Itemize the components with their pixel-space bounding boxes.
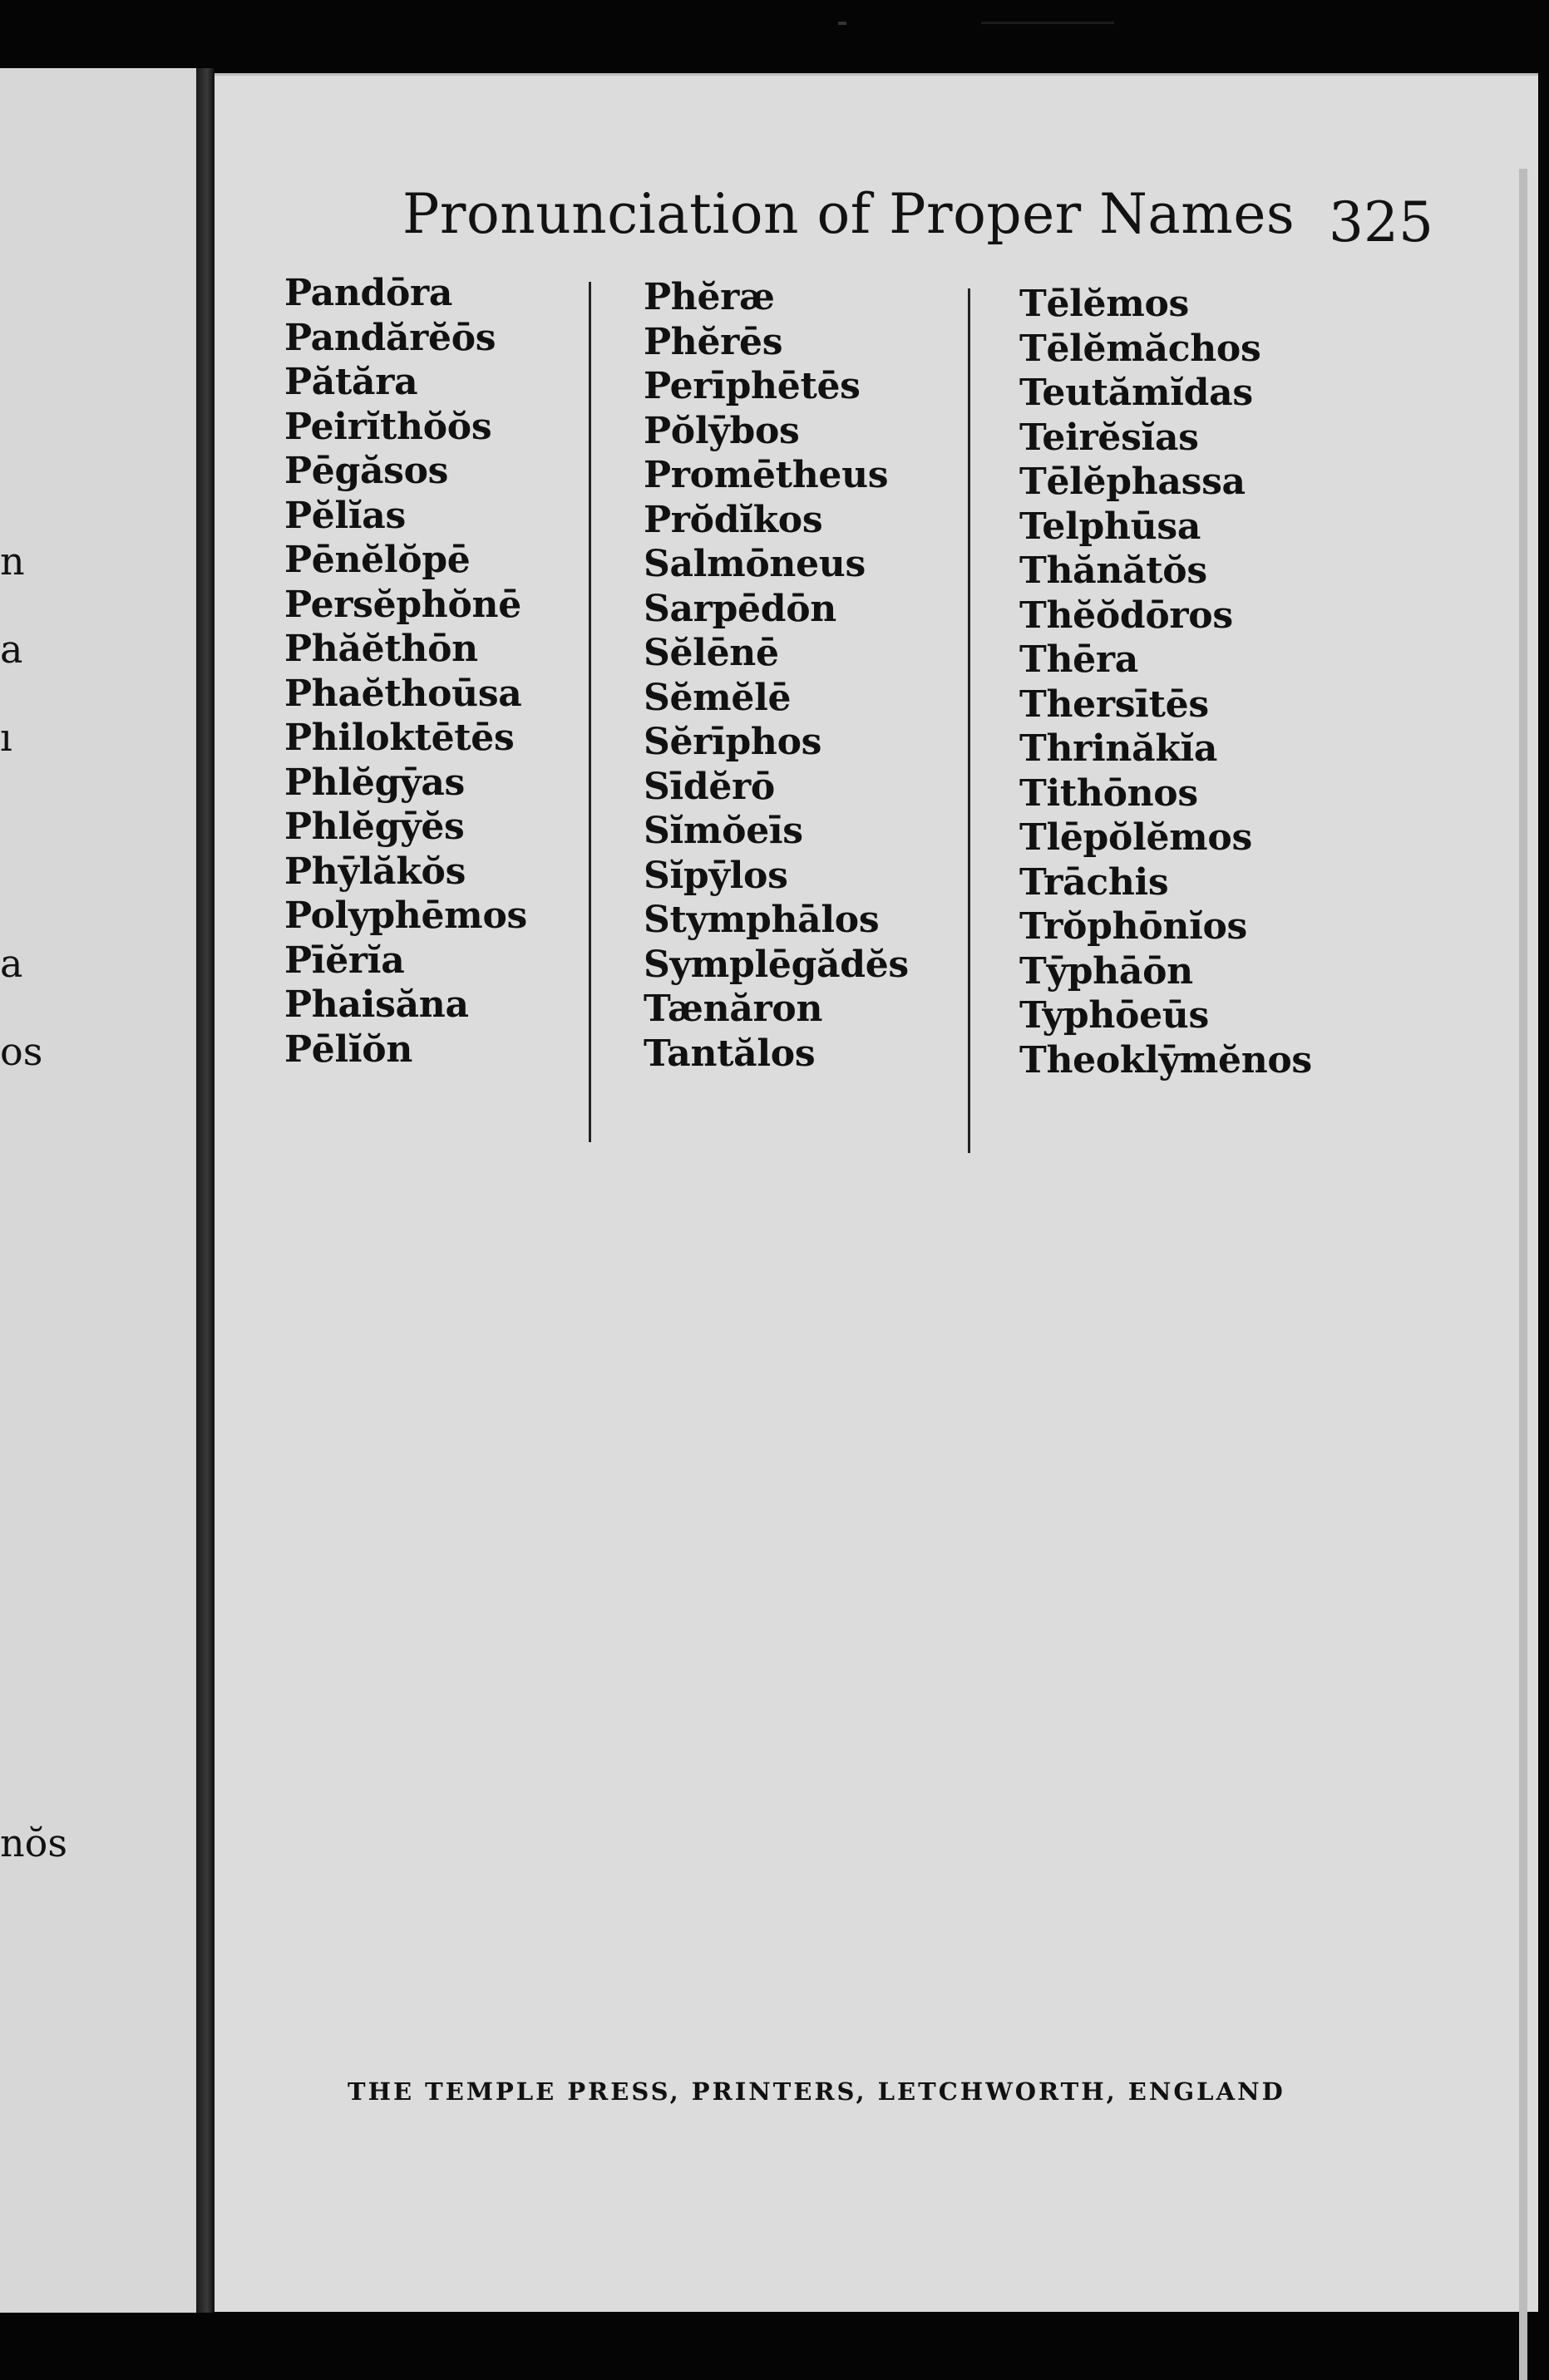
proper-name-entry: Tlēpŏlĕmos bbox=[1019, 816, 1252, 859]
proper-name-entry: Phĕræ bbox=[644, 276, 775, 318]
proper-name-entry: Perīphētēs bbox=[644, 365, 861, 407]
book-page bbox=[215, 73, 1538, 2312]
proper-name-entry: Phȳlăkŏs bbox=[284, 850, 466, 893]
page-title: Pronunciation of Proper Names bbox=[402, 182, 1295, 246]
proper-name-entry: Trāchis bbox=[1019, 860, 1169, 904]
proper-name-entry: Phlĕgȳĕs bbox=[284, 806, 465, 848]
facing-page-fragment: os bbox=[0, 1029, 43, 1074]
proper-name-entry: Phaisăna bbox=[284, 983, 469, 1026]
proper-name-entry: Teutămĭdas bbox=[1019, 372, 1253, 414]
proper-name-entry: Persĕphŏnē bbox=[284, 583, 521, 626]
proper-name-entry: Teirĕsĭas bbox=[1019, 416, 1199, 459]
proper-name-entry: Prŏdĭkos bbox=[644, 498, 823, 541]
proper-name-entry: Sĕlēnē bbox=[644, 632, 779, 674]
name-column-3 bbox=[1019, 282, 1312, 1082]
proper-name-entry: Promētheus bbox=[644, 454, 889, 496]
proper-name-entry: Tænăron bbox=[644, 988, 823, 1030]
proper-name-entry: Philoktētēs bbox=[284, 717, 515, 759]
proper-name-entry: Tithōnos bbox=[1019, 771, 1198, 815]
name-column-1 bbox=[284, 271, 527, 1072]
facing-page-fragment: ı bbox=[0, 715, 12, 760]
proper-name-entry: Pēlĭŏn bbox=[284, 1027, 413, 1071]
proper-name-entry: Pēgăsos bbox=[284, 450, 449, 492]
column-divider bbox=[968, 288, 970, 1153]
proper-name-entry: Pandōra bbox=[284, 272, 453, 314]
scan-speck bbox=[838, 22, 846, 25]
proper-name-entry: Sarpēdōn bbox=[644, 587, 836, 630]
facing-page-fragment: n bbox=[0, 539, 25, 584]
proper-name-entry: Sĭpȳlos bbox=[644, 854, 788, 897]
facing-page-fragment: a bbox=[0, 627, 23, 672]
proper-name-entry: Thănătŏs bbox=[1019, 549, 1207, 592]
proper-name-entry: Symplēgădĕs bbox=[644, 943, 909, 986]
facing-page-fragment: a bbox=[0, 941, 23, 986]
proper-name-entry: Pīĕrĭa bbox=[284, 939, 405, 982]
column-divider bbox=[589, 282, 591, 1142]
proper-name-entry: Tȳphāōn bbox=[1019, 949, 1193, 993]
proper-name-entry: Sĕrīphos bbox=[644, 721, 822, 763]
proper-name-entry: Tēlĕmăchos bbox=[1019, 327, 1261, 370]
proper-name-entry: Trŏphōnĭos bbox=[1019, 905, 1247, 948]
proper-name-entry: Tēlĕmos bbox=[1019, 283, 1190, 325]
proper-name-entry: Pătăra bbox=[284, 361, 418, 403]
proper-name-entry: Theoklȳmĕnos bbox=[1019, 1038, 1312, 1082]
page-number: 325 bbox=[1329, 190, 1433, 254]
printer-imprint: THE TEMPLE PRESS, PRINTERS, LETCHWORTH, ENGLAND bbox=[348, 2077, 1285, 2106]
proper-name-entry: Telphūsa bbox=[1019, 505, 1201, 548]
proper-name-entry: Thĕŏdōros bbox=[1019, 594, 1233, 637]
proper-name-entry: Stymphālos bbox=[644, 899, 880, 941]
proper-name-entry: Sĭmŏeīs bbox=[644, 810, 803, 852]
page-edge bbox=[1519, 169, 1527, 2380]
proper-name-entry: Phăĕthōn bbox=[284, 628, 478, 670]
proper-name-entry: Typhōeūs bbox=[1019, 994, 1209, 1037]
proper-name-entry: Tēlĕphassa bbox=[1019, 461, 1246, 503]
proper-name-entry: Salmōneus bbox=[644, 543, 866, 585]
proper-name-entry: Thersītēs bbox=[1019, 682, 1209, 726]
proper-name-entry: Phlĕgȳas bbox=[284, 761, 465, 804]
proper-name-entry: Phĕrēs bbox=[644, 320, 783, 363]
name-column-2 bbox=[644, 275, 909, 1076]
proper-name-entry: Thrinăkĭa bbox=[1019, 727, 1218, 770]
book-gutter bbox=[196, 68, 215, 2313]
proper-name-entry: Pŏlȳbos bbox=[644, 409, 800, 452]
proper-name-entry: Sĕmĕlē bbox=[644, 676, 792, 719]
facing-page bbox=[0, 68, 196, 2313]
facing-page-fragment: nŏs bbox=[0, 1821, 67, 1865]
proper-name-entry: Pĕlĭas bbox=[284, 494, 406, 537]
proper-name-entry: Pēnĕlŏpē bbox=[284, 539, 471, 581]
proper-name-entry: Phaĕthoūsa bbox=[284, 672, 522, 715]
proper-name-entry: Tantălos bbox=[644, 1032, 816, 1075]
proper-name-entry: Sīdĕrō bbox=[644, 765, 775, 808]
name-columns bbox=[215, 76, 1538, 2312]
proper-name-entry: Thēra bbox=[1019, 638, 1138, 681]
proper-name-entry: Pandărĕōs bbox=[284, 316, 496, 359]
proper-name-entry: Peirĭthŏŏs bbox=[284, 405, 492, 448]
scan-speck bbox=[981, 22, 1114, 24]
proper-name-entry: Polyphēmos bbox=[284, 894, 527, 937]
